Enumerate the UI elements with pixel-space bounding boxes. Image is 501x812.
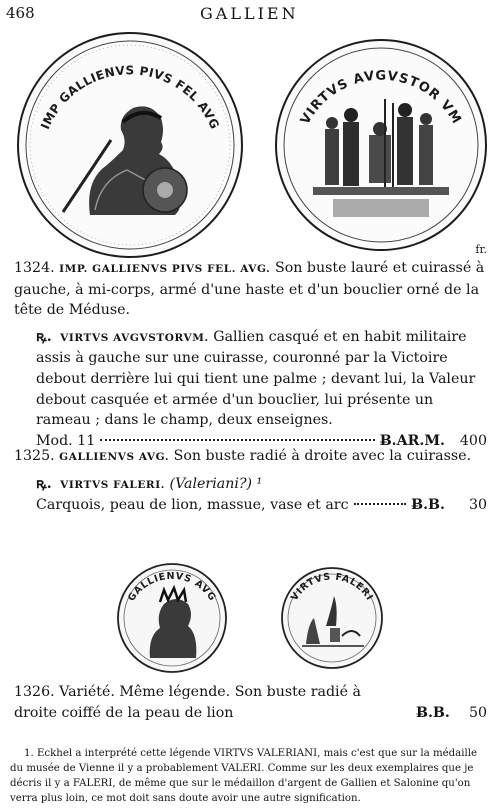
obverse-description: Son buste radié à droite avec la cuirasse. [173, 448, 472, 464]
footnote-text: 1. Eckhel a interprété cette légende VIRTVS VALERIANI, mais c'est que sur la médaille du musée de Vienne il y a probablement VALERI. Comme sur les deux exemplaires que je décris il y a FALERI, de même que sur le médaillon d'argent de Gallien et Salonine qu'on verra plus loin, ce mot doit sans doute avoir une autre signification. [10, 748, 478, 804]
entry-1326 [14, 682, 487, 723]
medallion-reverse-legend: VIRTVS AVGVSTOR VM [297, 68, 465, 128]
entry-1324-reverse [14, 327, 487, 431]
page-number: 468 [6, 4, 35, 22]
price-value: 30 [468, 497, 487, 514]
medallion-obverse-legend: IMP GALLIENVS PIVS FEL AVG [37, 63, 223, 132]
entry-1325-price-line [14, 495, 487, 516]
metal-designation: Ƀ.AR.M. [379, 432, 445, 449]
reverse-legend: VIRTVS AVGVSTORVM. [60, 331, 209, 344]
reverse-legend: VIRTVS FALERI. [60, 478, 166, 491]
entry-1325 [14, 446, 487, 516]
dot-leader [100, 439, 374, 441]
entry-number: 1325. [14, 448, 55, 464]
medallion-reverse-illustration [273, 37, 489, 253]
entry-1325-reverse [14, 474, 487, 496]
coin-reverse-illustration [280, 566, 384, 670]
reverse-description: Gallien casqué et en habit militaire assis à gauche sur une cuirasse, couronné par la Victoire debout derrière lui qui tient une palme ; devant lui, la Valeur debout casquée et armée d'un bouclier, lui présente un rameau ; dans le champ, deux enseignes. [36, 328, 476, 429]
medallion-obverse-illustration [15, 30, 245, 260]
entry-1324-obverse [14, 258, 487, 321]
entry-1324 [14, 258, 487, 451]
metal-designation: Ƀ.B. [411, 497, 445, 514]
currency-unit: fr. [475, 243, 487, 256]
price-value: 400 [459, 432, 487, 449]
coin-obverse-legend: GALLIENVS AVG [126, 570, 218, 604]
obverse-legend: GALLIENVS AVG. [59, 451, 170, 463]
running-title: GALLIEN [200, 4, 299, 23]
obverse-legend: IMP. GALLIENVS PIVS FEL. AVG. [59, 263, 271, 275]
reverse-symbol: ꝶ. [36, 328, 52, 345]
footnote [10, 746, 491, 806]
module-size: Mod. 11 [36, 432, 96, 449]
coin-obverse-illustration [116, 562, 228, 674]
obverse-description: Son buste lauré et cuirassé à gauche, à mi-corps, armé d'une haste et d'un bouclier orné de la tête de Méduse. [14, 260, 485, 319]
reverse-description: Carquois, peau de lion, massue, vase et arc [36, 497, 349, 514]
entry-1325-obverse [14, 446, 487, 468]
reverse-attribution-note: (Valeriani?) ¹ [169, 475, 263, 492]
obverse-description: Variété. Même légende. Son buste radié à droite coiffé de la peau de lion [14, 684, 361, 721]
dot-leader [354, 503, 407, 505]
entry-number: 1324. [14, 260, 55, 276]
price-value: 50 [468, 704, 487, 721]
entry-number: 1326. [14, 684, 55, 700]
reverse-symbol: ꝶ. [36, 475, 52, 492]
coin-reverse-legend: VIRTVS FALERI [289, 571, 376, 603]
metal-designation: Ƀ.B. [416, 704, 450, 721]
entry-1326-price-line [14, 682, 487, 723]
